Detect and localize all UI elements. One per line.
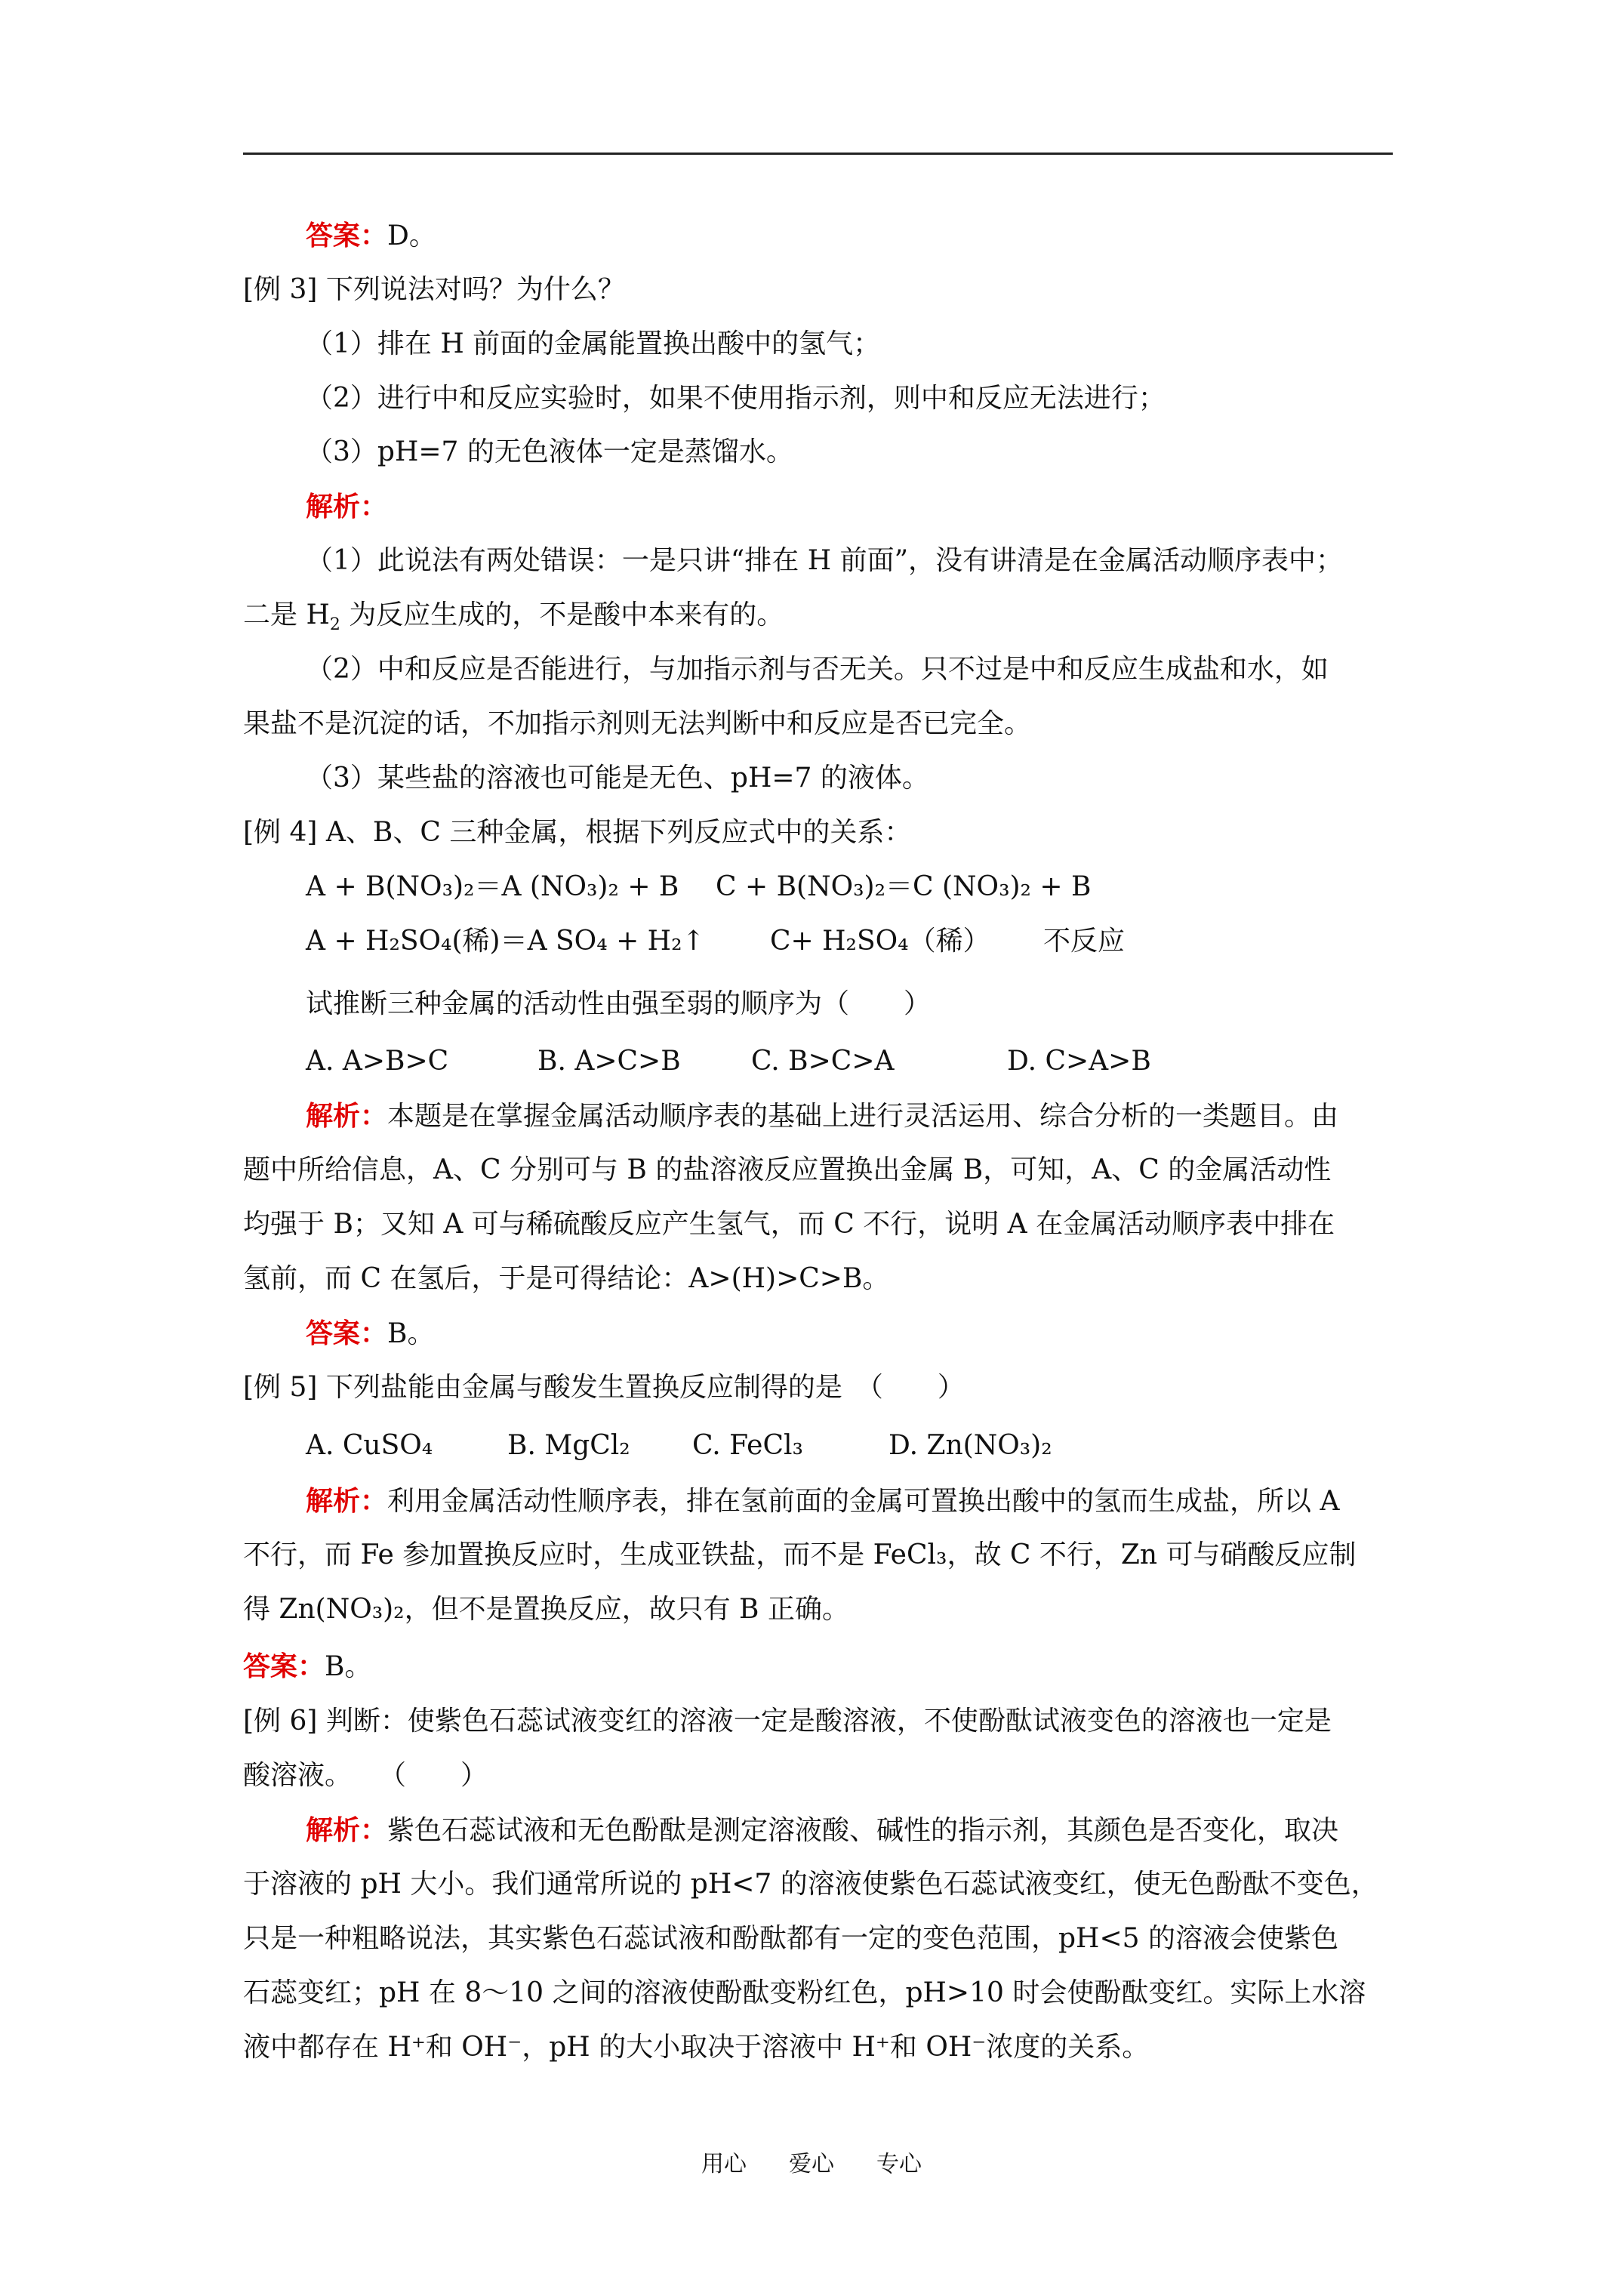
example-3-statement-2: （2）进行中和反应实验时，如果不使用指示剂，则中和反应无法进行； xyxy=(306,383,1166,414)
example-3-analysis-label: 解析： xyxy=(306,491,388,522)
option-d: D. Zn(NO₃)₂ xyxy=(888,1430,1052,1461)
example-3-analysis-3: （3）某些盐的溶液也可能是无色、pH=7 的液体。 xyxy=(306,763,929,794)
example-6-analysis-line-4: 石蕊变红；pH 在 8～10 之间的溶液使酚酞变粉红色，pH>10 时会使酚酞变红。实际上水溶 xyxy=(243,1977,1366,2008)
example-6-question-line-2: 酸溶液。 （ ） xyxy=(243,1760,488,1791)
equation-2: C + B(NO₃)₂＝C (NO₃)₂ + B xyxy=(716,871,1092,902)
example-6-question-line-1: [例 6] 判断：使紫色石蕊试液变红的溶液一定是酸溶液，不使酚酞试液变色的溶液也一定是 xyxy=(243,1706,1332,1737)
equation-1: A + B(NO₃)₂＝A (NO₃)₂ + B xyxy=(306,871,679,902)
option-a: A. A>B>C xyxy=(306,1046,449,1077)
analysis-label: 解析： xyxy=(306,1814,388,1846)
analysis-text: 利用金属活动性顺序表，排在氢前面的金属可置换出酸中的氢而生成盐，所以 A xyxy=(387,1486,1340,1517)
text-segment: 二是 H xyxy=(243,599,330,630)
example-4-analysis-line-1 xyxy=(306,1099,1338,1133)
example-6-analysis-line-5: 液中都存在 H⁺和 OH⁻，pH 的大小取决于溶液中 H⁺和 OH⁻浓度的关系。 xyxy=(243,2032,1150,2063)
answer-d xyxy=(306,219,436,252)
page-footer xyxy=(0,2150,1623,2180)
option-a: A. CuSO₄ xyxy=(306,1430,433,1461)
option-c: C. FeCl₃ xyxy=(692,1430,803,1461)
equation-3: A + H₂SO₄(稀)＝A SO₄ + H₂↑ xyxy=(306,926,705,957)
example-3-question: [例 3] 下列说法对吗？为什么？ xyxy=(243,274,625,305)
example-6-analysis-line-3: 只是一种粗略说法，其实紫色石蕊试液和酚酞都有一定的变色范围，pH<5 的溶液会使紫色 xyxy=(243,1923,1338,1954)
example-3-analysis-2-line-1: （2）中和反应是否能进行，与加指示剂与否无关。只不过是中和反应生成盐和水，如 xyxy=(306,654,1329,685)
example-6-analysis-line-2: 于溶液的 pH 大小。我们通常所说的 pH<7 的溶液使紫色石蕊试液变红，使无色酚酞不变色， xyxy=(243,1869,1378,1900)
footer-word: 爱心 xyxy=(789,2151,834,2177)
example-5-analysis-line-1 xyxy=(306,1484,1339,1518)
answer-label: 答案： xyxy=(306,220,388,251)
answer-value: D。 xyxy=(387,220,436,251)
example-3-analysis-1-line-2 xyxy=(243,599,784,632)
example-3-analysis-2-line-2: 果盐不是沉淀的话，不加指示剂则无法判断中和反应是否已完全。 xyxy=(243,708,1032,739)
example-4-analysis-line-3: 均强于 B；又知 A 可与稀硫酸反应产生氢气，而 C 不行，说明 A 在金属活动顺序表中排在 xyxy=(243,1209,1335,1240)
example-6-analysis-line-1 xyxy=(306,1814,1338,1847)
example-3-statement-1: （1）排在 H 前面的金属能置换出酸中的氢气； xyxy=(306,328,881,359)
option-d: D. C>A>B xyxy=(1007,1046,1151,1077)
answer-label: 答案： xyxy=(306,1318,388,1349)
subscript: 2 xyxy=(329,615,340,634)
footer-word: 用心 xyxy=(701,2151,747,2177)
example-5-question: [例 5] 下列盐能由金属与酸发生置换反应制得的是 （ ） xyxy=(243,1372,965,1403)
example-5-answer xyxy=(243,1650,371,1683)
equation-4-result: 不反应 xyxy=(1043,926,1126,957)
option-c: C. B>C>A xyxy=(751,1046,895,1077)
example-4-answer xyxy=(306,1317,434,1350)
analysis-label: 解析： xyxy=(306,1100,388,1132)
example-3-statement-3: （3）pH=7 的无色液体一定是蒸馏水。 xyxy=(306,436,793,467)
example-5-analysis-line-3: 得 Zn(NO₃)₂，但不是置换反应，故只有 B 正确。 xyxy=(243,1594,849,1625)
example-4-analysis-line-2: 题中所给信息，A、C 分别可与 B 的盐溶液反应置换出金属 B，可知，A、C 的金属活动性 xyxy=(243,1154,1332,1185)
example-4-analysis-line-4: 氢前，而 C 在氢后，于是可得结论：A>(H)>C>B。 xyxy=(243,1263,890,1294)
equation-4: C+ H₂SO₄（稀） xyxy=(770,926,990,957)
analysis-text: 本题是在掌握金属活动顺序表的基础上进行灵活运用、综合分析的一类题目。由 xyxy=(387,1101,1339,1132)
example-3-analysis-1-line-1: （1）此说法有两处错误：一是只讲“排在 H 前面”，没有讲清是在金属活动顺序表中； xyxy=(306,545,1343,576)
option-b: B. MgCl₂ xyxy=(507,1430,630,1461)
example-4-question: [例 4] A、B、C 三种金属，根据下列反应式中的关系： xyxy=(243,817,912,848)
option-b: B. A>C>B xyxy=(537,1046,681,1077)
example-4-prompt: 试推断三种金属的活动性由强至弱的顺序为（ ） xyxy=(306,988,932,1019)
answer-label: 答案： xyxy=(243,1650,325,1682)
answer-value: B。 xyxy=(325,1651,372,1682)
footer-word: 专心 xyxy=(876,2151,922,2177)
example-5-analysis-line-2: 不行，而 Fe 参加置换反应时，生成亚铁盐，而不是 FeCl₃，故 C 不行，Zn 可与硝酸反应制 xyxy=(243,1539,1357,1570)
header-rule xyxy=(243,153,1393,155)
text-segment: 为反应生成的，不是酸中本来有的。 xyxy=(340,599,784,630)
analysis-text: 紫色石蕊试液和无色酚酞是测定溶液酸、碱性的指示剂，其颜色是否变化，取决 xyxy=(387,1815,1339,1846)
answer-value: B。 xyxy=(387,1318,435,1349)
analysis-label: 解析： xyxy=(306,1485,388,1517)
